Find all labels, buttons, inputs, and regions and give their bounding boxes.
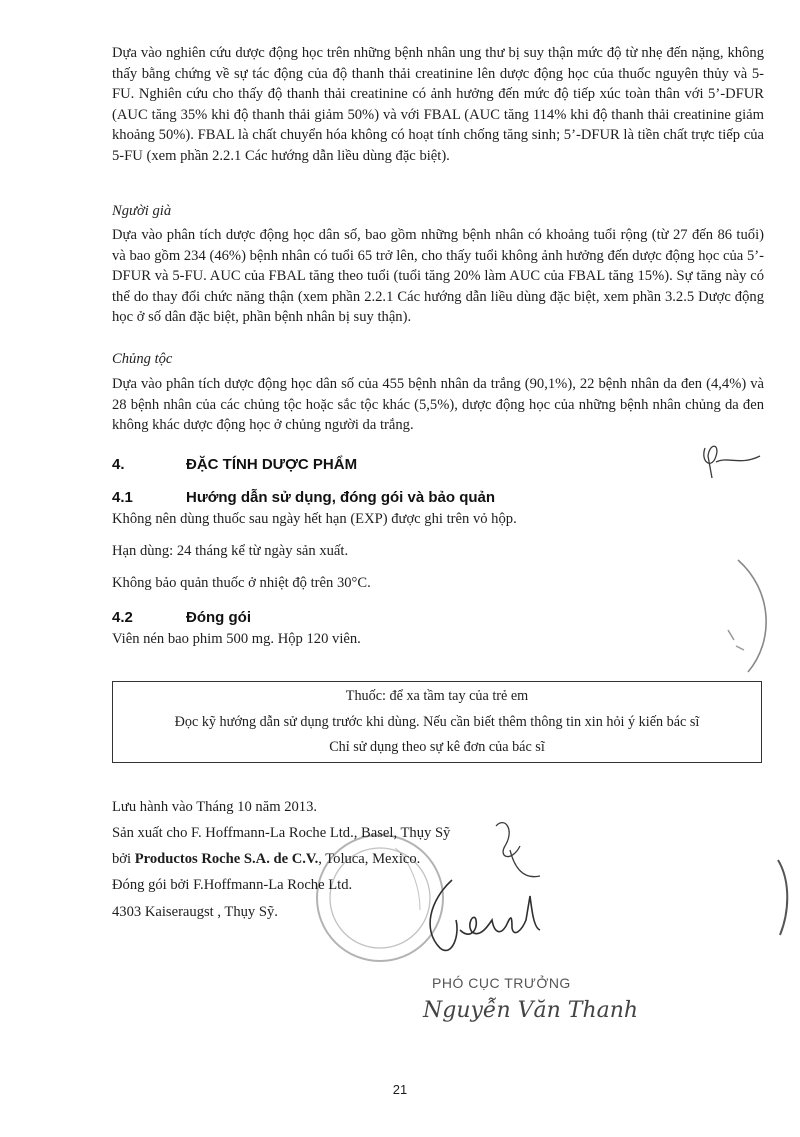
notice-line-keep-away: Thuốc: để xa tầm tay của trẻ em (345, 688, 529, 704)
footer-manufacturer: bởi Productos Roche S.A. de C.V., Toluca, Mexico. (112, 851, 421, 867)
footer-manufactured-for: Sản xuất cho F. Hoffmann-La Roche Ltd., Basel, Thụy Sỹ (112, 825, 451, 841)
manufacturer-name: Productos Roche S.A. de C.V. (134, 851, 319, 867)
section-4-1-title: Hướng dẫn sử dụng, đóng gói và bảo quản (186, 489, 496, 506)
section-4-1-number: 4.1 (112, 489, 133, 506)
signatory-name: Nguyễn Văn Thanh (423, 998, 639, 1023)
storage-line-expiry-warning: Không nên dùng thuốc sau ngày hết hạn (EXP) được ghi trên vỏ hộp. (112, 511, 517, 527)
section-4-title: ĐẶC TÍNH DƯỢC PHẨM (186, 456, 358, 473)
storage-line-shelf-life: Hạn dùng: 24 tháng kể từ ngày sản xuất. (112, 543, 349, 559)
packaging-line: Viên nén bao phim 500 mg. Hộp 120 viên. (112, 631, 361, 647)
paragraph-race: Dựa vào phân tích dược động học dân số của 455 bệnh nhân da trắng (90,1%), 22 bệnh nhân da đen (4,4%) và 28 bệnh nhân của các chủng tộc hoặc sắc tộc khác (5,5%), dược động học của những bệnh nhân chủng da đen không khác dược động học ở chủng người da trắng. (112, 376, 764, 434)
section-4-2-number: 4.2 (112, 609, 133, 626)
subheading-race: Chủng tộc (112, 351, 173, 367)
paragraph-renal: Dựa vào nghiên cứu dược động học trên những bệnh nhân ung thư bị suy thận mức độ từ nhẹ đến nặng, không thấy bằng chứng về sự tác động của độ thanh thải creatinine lên dược động học của thuốc nguyên thủy và 5-FU. Nghiên cứu cho thấy độ thanh thải creatinine có ảnh hưởng đến mức độ tiếp xúc toàn thân với 5’-DFUR (AUC tăng 35% khi độ thanh thải giảm 50%) và với FBAL (AUC tăng 114% khi độ thanh thải creatinine giảm khoảng 50%). FBAL là chất chuyển hóa không có hoạt tính chống tăng sinh; 5’-DFUR là tiền chất trực tiếp của 5-FU (xem phần 2.2.1 Các hướng dẫn liều dùng đặc biệt). (112, 45, 764, 164)
storage-line-temperature: Không bảo quản thuốc ở nhiệt độ trên 30°C. (112, 575, 371, 591)
footer-address: 4303 Kaiseraugst , Thụy Sỹ. (112, 904, 278, 920)
section-4-number: 4. (112, 456, 125, 473)
notice-line-prescription: Chỉ sử dụng theo sự kê đơn của bác sĩ (329, 739, 545, 755)
footer-circulation-date: Lưu hành vào Tháng 10 năm 2013. (112, 799, 318, 815)
page-number: 21 (392, 1082, 408, 1097)
subheading-elderly: Người già (112, 203, 172, 219)
warning-notice-box (112, 681, 762, 763)
notice-line-read-instructions: Đọc kỹ hướng dẫn sử dụng trước khi dùng. Nếu cần biết thêm thông tin xin hỏi ý kiến bác sĩ (174, 714, 700, 730)
paragraph-elderly: Dựa vào phân tích dược động học dân số, bao gồm những bệnh nhân có khoảng tuổi rộng (từ 27 đến 86 tuổi) và bao gồm 234 (46%) bệnh nhân có tuổi 65 trở lên, cho thấy tuổi không ảnh hưởng đến dược động học của 5’-DFUR và 5-FU. AUC của FBAL tăng theo tuổi (tuổi tăng 20% làm AUC của FBAL tăng 15%). Sự tăng này có thể do thay đổi chức năng thận (xem phần 2.2.1 Các hướng dẫn liều dùng đặc biệt, xem phần 3.2.5 Dược động học ở số dân đặc biệt, phần bệnh nhân bị suy thận). (112, 227, 764, 326)
section-4-2-title: Đóng gói (186, 609, 251, 626)
signatory-title: PHÓ CỤC TRƯỞNG (432, 975, 571, 991)
footer-packaged-by: Đóng gói bởi F.Hoffmann-La Roche Ltd. (112, 877, 353, 893)
